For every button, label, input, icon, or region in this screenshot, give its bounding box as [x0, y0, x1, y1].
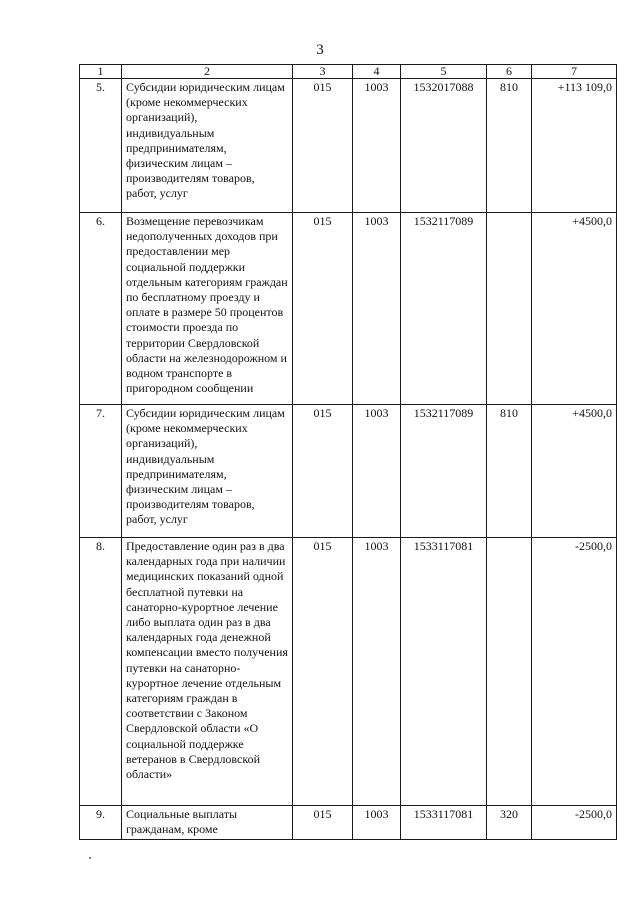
code-4-cell: 1003 — [353, 213, 401, 405]
row-number-cell: 7. — [80, 405, 122, 538]
code-3-cell: 015 — [293, 405, 353, 538]
item-name-cell: Предоставление один раз в два календарных года при наличии медицинских показаний одной бесплатной путевки на санаторно-курортное лечение либо выплата один раз в два календарных года денежной компенсации вместо получения путевки на санаторно-курортное лечение отдельным категориям граждан в соответствии с Законом Свердловской области «О социальной поддержке ветеранов в Свердловской области» — [122, 538, 293, 806]
item-name-cell: Субсидии юридическим лицам (кроме некоммерческих организаций), индивидуальным предпринимателям, физическим лицам – производителям товаров, работ, услуг — [122, 405, 293, 538]
code-4-cell: 1003 — [353, 79, 401, 213]
header-cell-7: 7 — [532, 65, 617, 79]
header-cell-2: 2 — [122, 65, 293, 79]
page-number: 3 — [316, 42, 324, 58]
code-6-cell: 810 — [487, 79, 532, 213]
amount-cell: -2500,0 — [532, 806, 617, 840]
code-5-cell: 1532117089 — [401, 213, 487, 405]
row-number-cell: 6. — [80, 213, 122, 405]
table-row — [80, 806, 617, 840]
code-5-cell: 1533117081 — [401, 806, 487, 840]
amount-cell: -2500,0 — [532, 538, 617, 806]
header-cell-1: 1 — [80, 65, 122, 79]
code-5-cell: 1532117089 — [401, 405, 487, 538]
amount-cell: +113 109,0 — [532, 79, 617, 213]
code-3-cell: 015 — [293, 538, 353, 806]
code-4-cell: 1003 — [353, 405, 401, 538]
header-cell-3: 3 — [293, 65, 353, 79]
item-name-cell: Социальные выплаты гражданам, кроме — [122, 806, 293, 840]
code-6-cell — [487, 213, 532, 405]
code-6-cell — [487, 538, 532, 806]
code-6-cell: 810 — [487, 405, 532, 538]
table-row — [80, 79, 617, 213]
header-cell-4: 4 — [353, 65, 401, 79]
code-3-cell: 015 — [293, 79, 353, 213]
budget-table — [79, 64, 617, 840]
code-5-cell: 1532017088 — [401, 79, 487, 213]
header-cell-6: 6 — [487, 65, 532, 79]
row-number-cell: 5. — [80, 79, 122, 213]
table-row — [80, 213, 617, 405]
row-number-cell: 9. — [80, 806, 122, 840]
code-3-cell: 015 — [293, 806, 353, 840]
header-row — [80, 65, 617, 79]
item-name-cell: Возмещение перевозчикам недополученных доходов при предоставлении мер социальной поддержки отдельным категориям граждан по бесплатному проезду и оплате в размере 50 процентов стоимости проезда по территории Свердловской области на железнодорожном и водном транспорте в пригородном сообщении — [122, 213, 293, 405]
amount-cell: +4500,0 — [532, 405, 617, 538]
code-3-cell: 015 — [293, 213, 353, 405]
item-name-cell: Субсидии юридическим лицам (кроме некоммерческих организаций), индивидуальным предпринимателям, физическим лицам – производителям товаров, работ, услуг — [122, 79, 293, 213]
code-4-cell: 1003 — [353, 538, 401, 806]
table-row — [80, 538, 617, 806]
table-row — [80, 405, 617, 538]
code-4-cell: 1003 — [353, 806, 401, 840]
amount-cell: +4500,0 — [532, 213, 617, 405]
row-number-cell: 8. — [80, 538, 122, 806]
scan-speck — [89, 857, 91, 859]
header-cell-5: 5 — [401, 65, 487, 79]
code-5-cell: 1533117081 — [401, 538, 487, 806]
code-6-cell: 320 — [487, 806, 532, 840]
